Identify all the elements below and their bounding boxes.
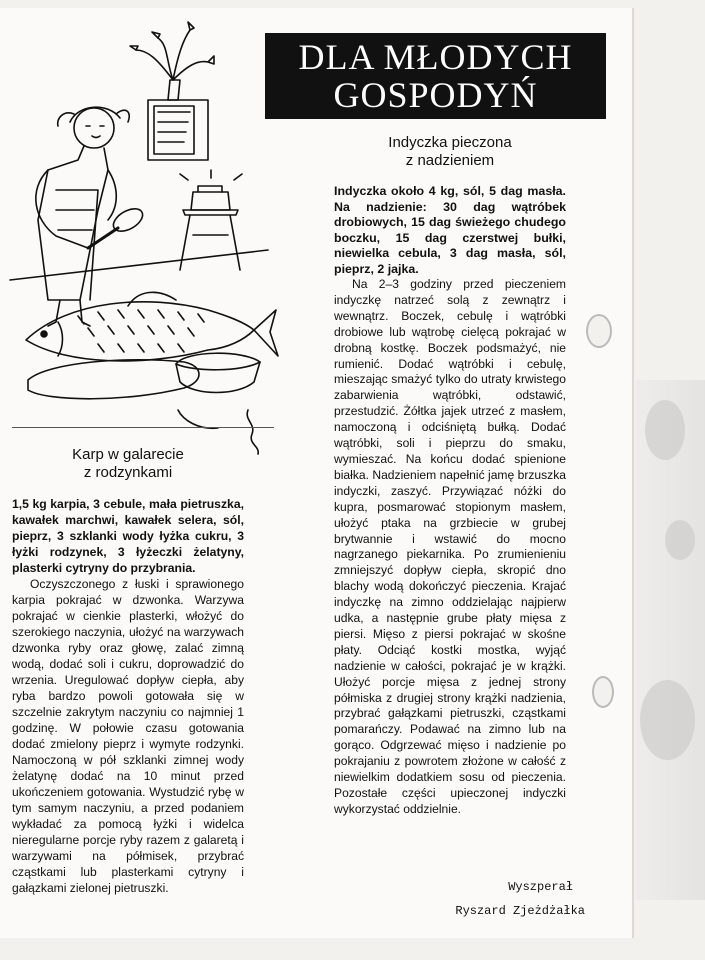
flower-pot bbox=[168, 80, 180, 100]
recipe-carp bbox=[12, 446, 244, 896]
section-banner bbox=[265, 33, 606, 119]
binding-hole bbox=[592, 676, 614, 708]
woman-head bbox=[74, 108, 114, 148]
next-page-edge bbox=[635, 380, 705, 900]
wall-cabinet bbox=[148, 100, 208, 160]
author-signature bbox=[455, 875, 585, 923]
signature-line-1: Wyszperał bbox=[508, 880, 573, 894]
recipe-method: Oczyszczonego z łuski i sprawionego karpia pokrajać w dzwonka. Warzywa pokrajać w cienkie plasterki, włożyć do szerokiego naczynia, ułożyć na warzywach dzwonka ryby oraz głowę, zalać zimną wodą, dodać soli i cukru, doprowadzić do wrzenia. Uregulować dopływ ciepła, aby ryba bardzo powoli gotowała się w szczelnie zakrytym naczyniu co najmniej 1 godzinę. W połowie czasu gotowania dodać zmielony pieprz i wymyte rodzynki. Namoczoną w pół szklanki zimnej wody żelatynę dodać na 10 minut przed ukończeniem gotowania. Wystudzić rybę w tym samym naczyniu, a przed podaniem wykładać za pomocą łyżki i widelca nieregularne porcje ryby razem z galaretą i warzywami na półmisek, przybrać cząstkami lub plasterkami cytryny i gałązkami zielonej pietruszki. bbox=[12, 577, 244, 895]
cook-with-fish-illustration bbox=[8, 10, 280, 458]
recipe-title-line-1: Indyczka pieczona bbox=[388, 134, 512, 151]
recipe-title-line-1: Karp w galarecie bbox=[72, 446, 184, 463]
banner-line-2: GOSPODYŃ bbox=[333, 75, 538, 115]
signature-author-name: Ryszard Zjeżdżałka bbox=[455, 904, 585, 918]
recipe-title bbox=[334, 134, 566, 170]
recipe-method: Na 2–3 godziny przed pieczeniem indyczkę natrzeć solą z zewnątrz i wewnątrz. Boczek, cebulę i wątróbki drobiowe lub wątrobę cielęcą pokrajać w drobną kostkę. Boczek podsmażyć, nie rumienić. Dodać wątróbki i cebulę, mieszając smażyć tylko do utraty krwistego zabarwienia wątróbki, odstawić, przestudzić. Żółtka jajek utrzeć z masłem, namoczoną i odciśniętą bułką. Dodać wątróbki, soli i pieprzu do smaku, wymieszać. Na końcu dodać spienione białka. Nadzieniem napełnić jamę brzuszka indyczki, zaszyć. Przywiązać nóżki do kupra, posmarować stopionym masłem, ułożyć ptaka na grzbiecie w grubej brytwannie i wstawić do mocno nagrzanego piekarnika. Po zrumienieniu zmniejszyć dopływ ciepła, skropić dno blachy wodą dokończyć pieczenia. Krajać indyczkę na zimno oddzielając najpierw udka, a następnie grube płaty mięsa z piersi. Mięso z piersi pokrajać w skośne płaty. Odciąć kostki mostka, wyjąć nadzienie w całości, pokrajać je w krążki. Ułożyć porcje mięsa z jednej strony półmiska z drugiej strony krążki nadzienia, przybrać gałązkami pietruszki, cząstkami pomarańczy. Podawać na zimno lub na gorąco. Odgrzewać mięso i nadzienie po pokrajaniu z powrotem złożone w całość z niewielkim dodatkiem sosu od pieczenia. Pozostałe części upieczonej indyczki wykorzystać oddzielnie. bbox=[334, 277, 566, 816]
recipe-ingredients: Indyczka około 4 kg, sól, 5 dag masła. Na nadzienie: 30 dag wątróbek drobiowych, 15 dag świeżego chudego boczku, 15 dag czerstwej bułki, niewielka cebula, 3 dag masła, sól, pieprz, 2 jajka. bbox=[334, 184, 566, 276]
recipe-ingredients: 1,5 kg karpia, 3 cebule, mała pietruszka, kawałek marchwi, kawałek selera, sól, pieprz, 3 szklanki wody łyżka cukru, 3 łyżki rodzynek, 3 łyżeczki żelatyny, plasterki cytryny do przybrania. bbox=[12, 497, 244, 575]
binding-hole bbox=[586, 314, 612, 348]
recipe-title-line-2: z nadzieniem bbox=[405, 152, 495, 169]
banner-line-1: DLA MŁODYCH bbox=[298, 37, 573, 77]
recipe-turkey bbox=[334, 134, 566, 818]
recipe-title bbox=[12, 446, 244, 482]
recipe-title-line-2: z rodzynkami bbox=[83, 464, 173, 481]
fish-platter bbox=[28, 360, 199, 399]
illustration-divider bbox=[12, 427, 274, 428]
